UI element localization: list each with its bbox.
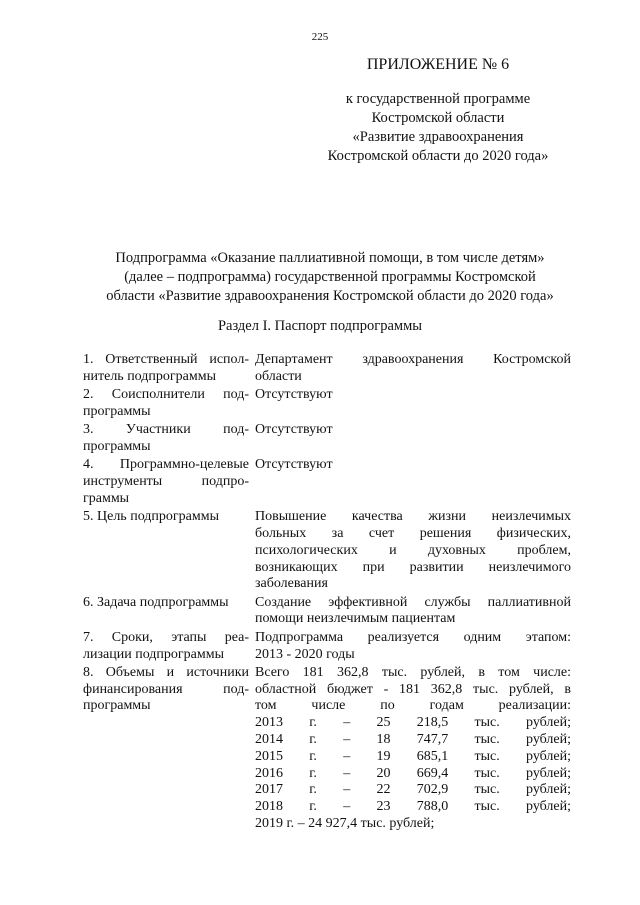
appendix-title: ПРИЛОЖЕНИЕ № 6 (366, 56, 510, 73)
passport-value-line: 2013 - 2020 годы (255, 646, 355, 662)
subprogram-title-line: области «Развитие здравоохранения Костромской области до 2020 года» (106, 288, 554, 304)
passport-row (83, 422, 571, 457)
passport-value-line: Отсутствуют (255, 457, 333, 473)
passport-label-line: 4. Программно-целевые (83, 457, 249, 473)
passport-label-line: 7. Сроки, этапы реа- (83, 629, 249, 645)
passport-value-line: Отсутствуют (255, 422, 333, 438)
passport-value-line: психологических и духовных проблем, (255, 542, 571, 558)
passport-value-line: 2018 г. – 23 788,0 тыс. рублей; (255, 799, 571, 815)
passport-label (83, 509, 255, 594)
passport-value (255, 387, 571, 422)
passport-label-line: 8. Объемы и источники (83, 664, 249, 680)
passport-label (83, 457, 255, 509)
passport-value-line: 2014 г. – 18 747,7 тыс. рублей; (255, 732, 571, 748)
passport-value-line: Повышение качества жизни неизлечимых (255, 509, 571, 525)
passport-label (83, 630, 255, 665)
passport-table (83, 352, 571, 834)
passport-label-line: лизации подпрограммы (83, 646, 224, 662)
passport-label (83, 422, 255, 457)
passport-value-line: Департамент здравоохранения Костромской (255, 352, 571, 367)
passport-value-line: 2016 г. – 20 669,4 тыс. рублей; (255, 765, 571, 781)
appendix-line: к государственной программе (345, 91, 531, 107)
passport-row (83, 630, 571, 665)
passport-value-line: 2019 г. – 24 927,4 тыс. рублей; (255, 816, 435, 832)
passport-label-line: программы (83, 403, 151, 419)
passport-value-line: том числе по годам реализации: (255, 698, 571, 714)
passport-value-line: Создание эффективной службы паллиативной (255, 594, 571, 610)
passport-value-line: Подпрограмма реализуется одним этапом: (255, 629, 571, 645)
passport-label-line: 2. Соисполнители под- (83, 387, 249, 403)
subprogram-title (60, 249, 600, 306)
passport-row (83, 665, 571, 834)
passport-value-line: Отсутствуют (255, 387, 333, 403)
passport-value-line: 2013 г. – 25 218,5 тыс. рублей; (255, 715, 571, 731)
passport-value (255, 422, 571, 457)
passport-label (83, 352, 255, 387)
passport-value-line: областной бюджет - 181 362,8 тыс. рублей, в (255, 681, 571, 697)
passport-value-line: 2017 г. – 22 702,9 тыс. рублей; (255, 782, 571, 798)
passport-value-line: заболевания (255, 576, 328, 592)
passport-label-line: 6. Задача подпрограммы (83, 594, 229, 610)
passport-label-line: 3. Участники под- (83, 422, 249, 438)
subprogram-title-line: Подпрограмма «Оказание паллиативной помощи, в том числе детям» (115, 250, 545, 266)
passport-row (83, 387, 571, 422)
passport-value-line: помощи неизлечимым пациентам (255, 611, 456, 627)
passport-label (83, 387, 255, 422)
appendix-line: «Развитие здравоохранения (352, 129, 524, 145)
passport-value (255, 595, 571, 630)
subprogram-title-line: (далее – подпрограмма) государственной программы Костромской (124, 269, 536, 285)
appendix-line: Костромской области (371, 110, 505, 126)
passport-value-line: области (255, 368, 302, 384)
passport-value (255, 457, 571, 509)
passport-value (255, 630, 571, 665)
passport-label (83, 595, 255, 630)
passport-label-line: программы (83, 698, 151, 714)
passport-label-line: финансирования под- (83, 681, 249, 697)
passport-row (83, 509, 571, 594)
passport-row (83, 352, 571, 387)
passport-row (83, 595, 571, 630)
passport-label-line: нитель подпрограммы (83, 368, 216, 384)
passport-label-line: программы (83, 438, 151, 454)
passport-value-line: возникающих при развитии неизлечимого (255, 559, 571, 575)
passport-value (255, 352, 571, 387)
appendix-line: Костромской области до 2020 года» (327, 148, 549, 164)
passport-label-line: граммы (83, 490, 130, 506)
passport-label-line: инструменты подпро- (83, 474, 249, 490)
passport-label (83, 665, 255, 834)
passport-label-line: 1. Ответственный испол- (83, 352, 249, 367)
page-number: 225 (311, 31, 329, 43)
passport-row (83, 457, 571, 509)
passport-value (255, 665, 571, 834)
passport-value-line: 2015 г. – 19 685,1 тыс. рублей; (255, 748, 571, 764)
passport-value (255, 509, 571, 594)
passport-value-line: Всего 181 362,8 тыс. рублей, в том числе: (255, 664, 571, 680)
passport-label-line: 5. Цель подпрограммы (83, 509, 219, 525)
passport-value-line: больных за счет решения физических, (255, 525, 571, 541)
section-title: Раздел I. Паспорт подпрограммы (217, 318, 423, 334)
